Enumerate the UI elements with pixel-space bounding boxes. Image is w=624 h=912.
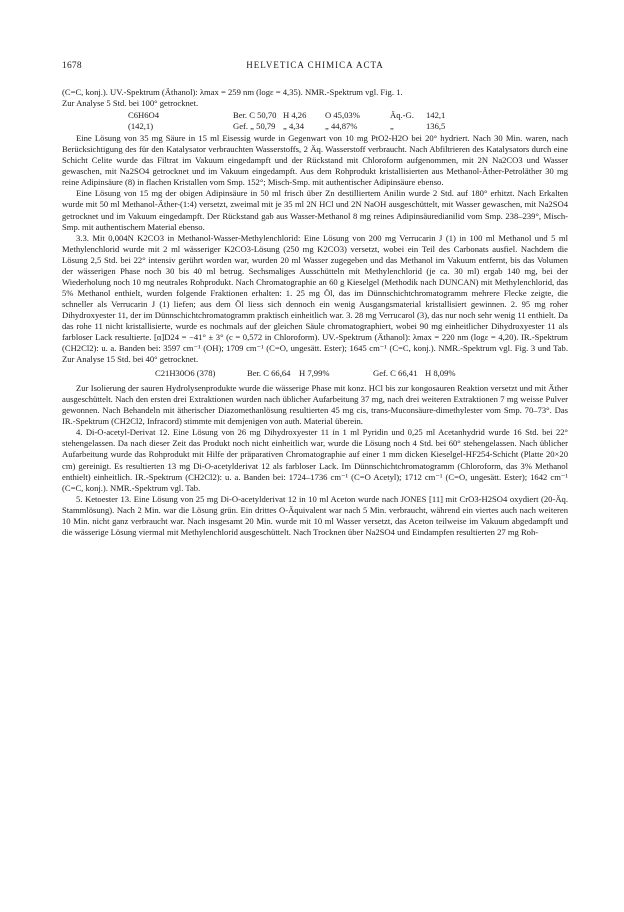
elemental-analysis-1 [62, 110, 568, 132]
paragraph-hydrogenation: Eine Lösung von 35 mg Säure in 15 ml Eisessig wurde in Gegenwart von 10 mg PtO2-H2O bei 20° hydriert. Nach 30 Min. waren, nach Berücksichtigung des für den Katalysator verbrauchten Wasserstoffs, 2 Äq. Wasserstoff verbraucht. Nach Abfiltrieren des Katalysators durch eine Schicht Celite wurde das Filtrat im Vakuum eingedampft und der Rückstand mit Chloroform aufgenommen, mit 2N Na2CO3 und Wasser gewaschen, mit Na2SO4 getrocknet und im Vakuum eingedampft. Aus dem Rohprodukt kristallisierten aus Methanol-Äther-Petroläther 30 mg reine Adipinsäure (8) in flachen Kristallen vom Smp. 152°; Misch-Smp. mit authentischer Adipinsäure ebenso. [62, 133, 568, 188]
intro-line: (C=C, konj.). UV.-Spektrum (Äthanol): λmax = 259 nm (logε = 4,35). NMR.-Spektrum vgl. Fig. 1. [62, 87, 403, 97]
paragraph-section-4: 4. Di-O-acetyl-Derivat 12. Eine Lösung von 26 mg Dihydroxyester 11 in 1 ml Pyridin und 0,25 ml Acetanhydrid wurde 16 Std. bei 22° stehengelassen. Da nach dieser Zeit das Produkt noch nicht einheitlich war, wurde die Lösung noch 4 Std. bei 60° stehengelassen. Nach üblicher Aufarbeitung wurde das Rohprodukt mit Hilfe der präparativen Chromatographie auf einer 1 mm dicken Kieselgel-HF254-Schicht (Platte 20×20 cm) gereinigt. Es resultierten 13 mg Di-O-acetylderivat 12 als farbloser Lack. Im Dünnschichtchromatogramm (Chloroform, das 3% Methanol enthielt) einheitlich. IR.-Spektrum (CH2Cl2): u. a. Banden bei: 1724–1736 cm⁻¹ (C=O Acetyl); 1712 cm⁻¹ (C=O, ungesätt. Ester); 1642 cm⁻¹ (C=C, konj.). NMR.-Spektrum vgl. Tab. [62, 427, 568, 493]
analysis-cell: Gef. C 66,41 [373, 368, 418, 379]
analysis-row-calculated [62, 110, 568, 121]
paragraph-dianilide: Eine Lösung von 15 mg der obigen Adipinsäure in 50 ml frisch über Zn destilliertem Anilin wurde 2 Std. auf 180° erhitzt. Nach Erkalten wurde mit 50 ml Methanol-Äther-(1:4) versetzt, zweimal mit je 35 ml 2N HCl und 2N NaOH ausgeschüttelt, mit Wasser gewaschen, mit Na2SO4 getrocknet und im Vakuum eingedampft. Der Rückstand gab aus Wasser-Methanol 8 mg reines Adipinsäuredianilid vom Smp. 238–239°, Misch-Smp. mit authentischem Material ebenso. [62, 188, 568, 232]
analysis-cell: 142,1 [426, 110, 446, 121]
analysis-cell: „ [390, 121, 394, 132]
analysis-formula: C21H30O6 (378) [155, 368, 216, 379]
paragraph-section-5: 5. Ketoester 13. Eine Lösung von 25 mg Di-O-acetylderivat 12 in 10 ml Aceton wurde nach JONES [11] mit CrO3-H2SO4 oxydiert (20-Äq. Stammlösung). Nach 2 Min. war die Lösung grün. Ein drittes O-Äquivalent war nach 5 Min. verbraucht, während ein viertes auch nach weiteren 10 Min. nicht ganz verbraucht war. Nach insgesamt 20 Min. wurde mit 10 ml Wasser versetzt, das Aceton teilweise im Vakuum abgedampft und die wässerige Lösung viermal mit Methylenchlorid ausgeschüttelt. Nach Trocknen über Na2SO4 und Eindampfen resultierten 27 mg Roh- [62, 493, 568, 537]
analysis-cell: „ 44,87% [325, 121, 358, 132]
page-number: 1678 [62, 61, 82, 71]
analysis-cell: (142,1) [128, 121, 154, 132]
body-text [62, 87, 568, 538]
analysis-cell: Gef. „ 50,79 [233, 121, 276, 132]
journal-page [62, 60, 568, 538]
paragraph-acid-isolation: Zur Isolierung der sauren Hydrolysenprodukte wurde die wässerige Phase mit konz. HCl bis zur kongosauren Reaktion versetzt und mit Äther ausgeschüttelt. Nach den ersten drei Extraktionen wurden nach üblicher Aufarbeitung 37 mg, nach drei weiteren Extraktionen 7 mg weisse Pulver gewonnen. Nach Behandeln mit ätherischer Diazomethanlösung resultierten 45 mg cis, trans-Muconsäure-dimethylester vom Smp. 70–73°. Das IR.-Spektrum (CH2Cl2, Infracord) stimmte mit demjenigen von auth. Material überein. [62, 383, 568, 427]
analysis-cell: Ber. C 50,70 [233, 110, 277, 121]
page-header [62, 60, 568, 74]
intro-line: Zur Analyse 5 Std. bei 100° getrocknet. [62, 98, 199, 109]
paragraph-section-3-3: 3.3. Mit 0,004N K2CO3 in Methanol-Wasser-Methylenchlorid: Eine Lösung von 200 mg Verrucarin J (1) in 100 ml Methanol und 5 ml Methylenchlorid wurde mit 2 ml wässeriger K2CO3-Lösung (250 mg K2CO3) versetzt, wobei ein Teil des Carbonats ausfiel. Nachdem die Lösung 2,5 Std. bei 22° intensiv gerührt worden war, wurden 20 ml Wasser zugegeben und das Methanol im Vakuum entfernt, bis das Volumen der wässerigen Phase noch 30 bis 40 ml betrug. Sechsmaliges Ausschütteln mit Methylenchlorid (je ca. 30 ml) ergab 140 mg, bei der Wiederholung noch 10 mg neutrales Rohprodukt. Nach Chromatographie an 60 g Kieselgel (Methodik nach DUNCAN) mit Methylenchlorid, das 5% Methanol enthielt, wurden folgende Fraktionen erhalten: 1. 25 mg Öl, das im Dünnschichtchromatogramm mehrere Flecke zeigte, die schneller als Verrucarin J (1) liefen; aus dem Öl liess sich dennoch ein wenig Ausgangsmaterial kristallisiert gewinnen. 2. 95 mg roher Dihydroxyester 11, der im Dünnschichtchromatogramm praktisch einheitlich war. 3. 28 mg Verrucarol (3), das nur noch sehr wenig 11 enthielt. Da das rohe 11 nicht kristallisierte, wurde es nochmals auf der gleichen Säule chromatographiert, wobei 90 mg einheitlicher Dihydroxyester 11 als farbloser Lack resultierte. [α]D24 = −41° ± 3° (c = 0,572 in Chloroform). UV.-Spektrum (Äthanol): λmax = 220 nm (logε = 4,20). IR.-Spektrum (CH2Cl2): u. a. Banden bei: 3597 cm⁻¹ (OH); 1709 cm⁻¹ (C=O, ungesätt. Ester); 1645 cm⁻¹ (C=C, konj.). NMR.-Spektrum vgl. Fig. 3 und Tab. Zur Analyse 15 Std. bei 40° getrocknet. [62, 232, 568, 365]
analysis-cell: „ 4,34 [283, 121, 305, 132]
analysis-cell: C6H6O4 [128, 110, 160, 121]
journal-title: HELVETICA CHIMICA ACTA [246, 60, 384, 70]
analysis-cell: H 7,99% [299, 368, 330, 379]
analysis-cell: H 8,09% [425, 368, 456, 379]
analysis-cell: Ber. C 66,64 [247, 368, 291, 379]
analysis-cell: Äq.-G. [390, 110, 414, 121]
elemental-analysis-2 [62, 368, 568, 379]
analysis-cell: H 4,26 [283, 110, 307, 121]
analysis-cell: O 45,03% [325, 110, 360, 121]
analysis-row-found [62, 121, 568, 132]
analysis-cell: 136,5 [426, 121, 446, 132]
